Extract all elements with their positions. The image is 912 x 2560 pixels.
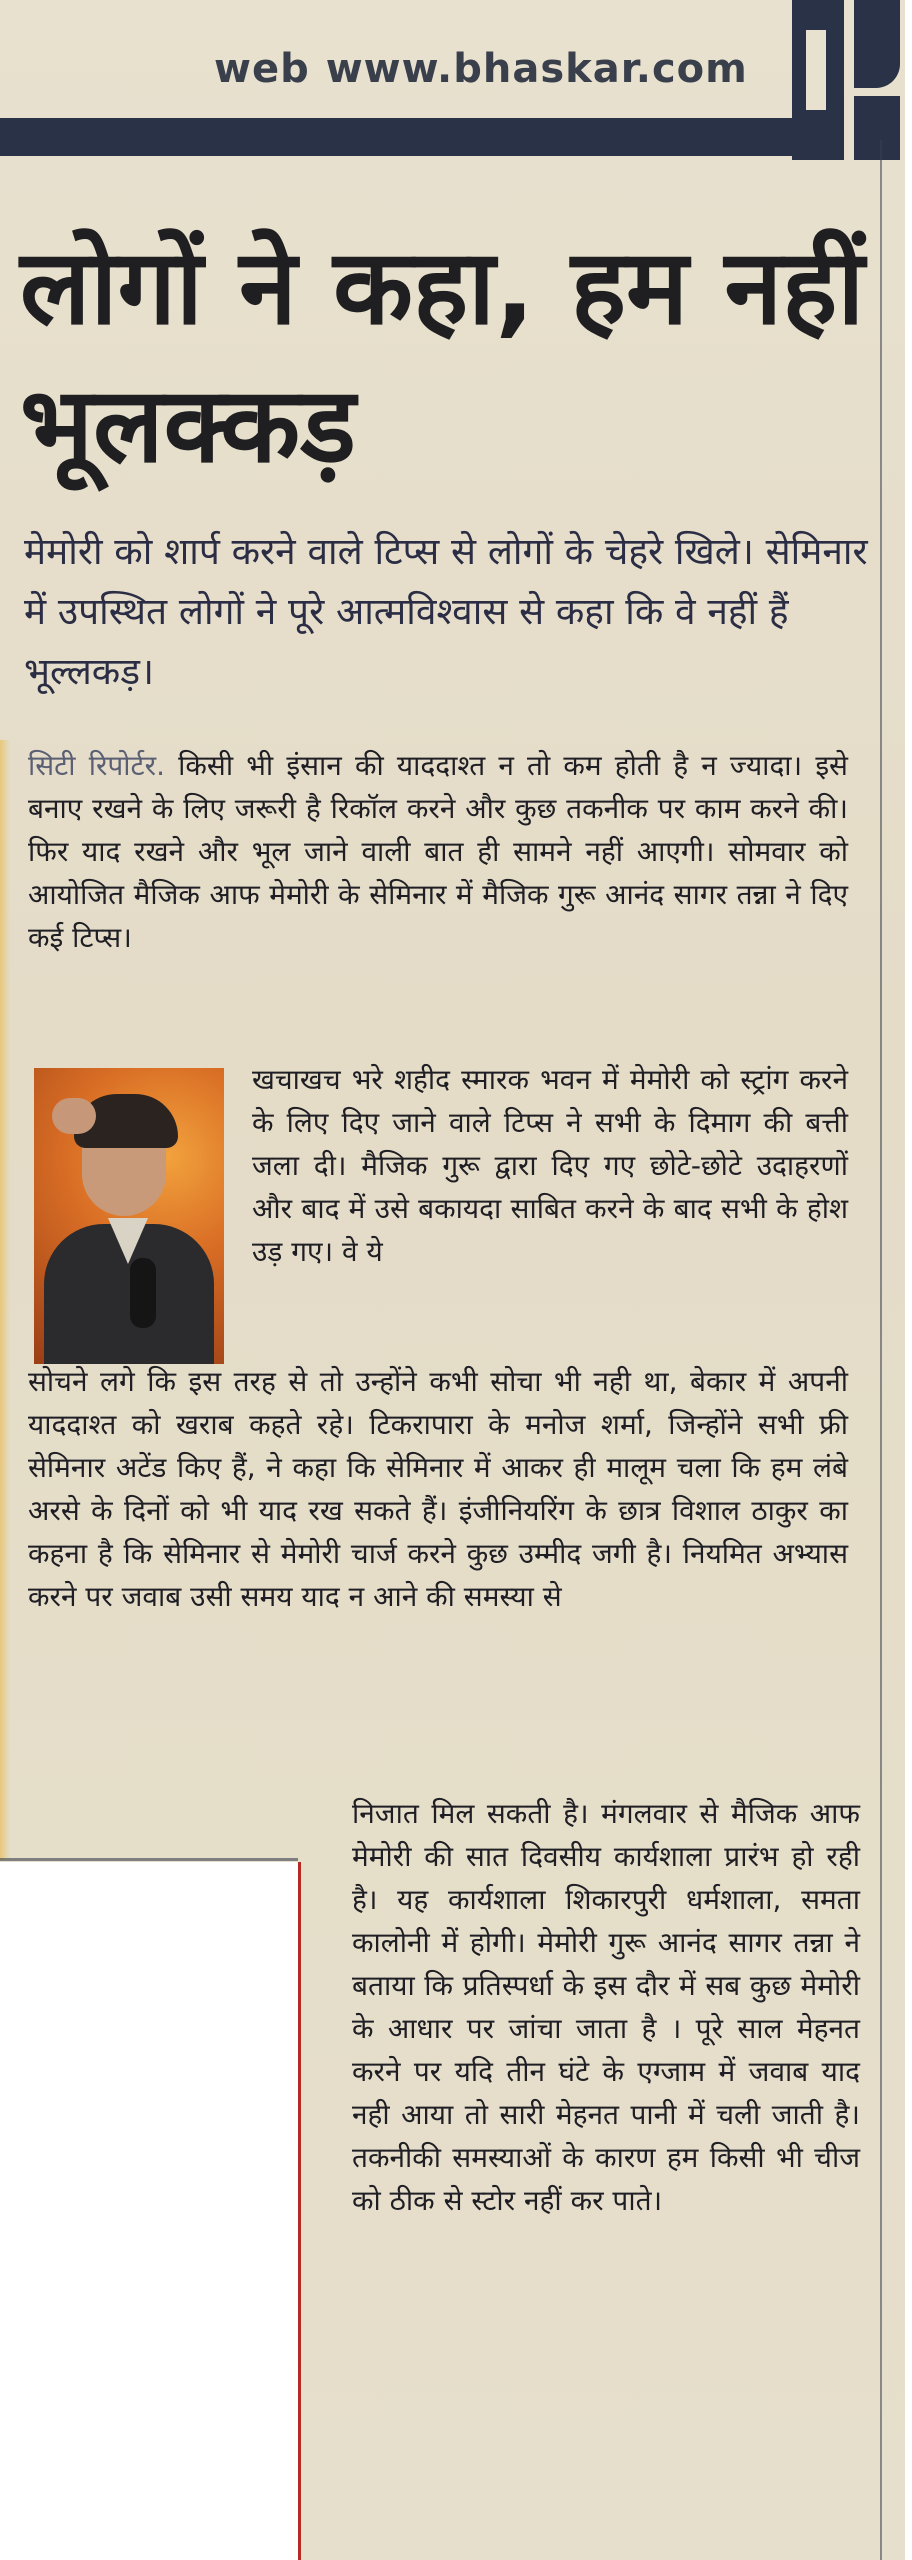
byline: सिटी रिपोर्टर. <box>28 749 166 782</box>
column-divider-horizontal <box>0 1858 298 1861</box>
masthead-bar <box>0 118 828 156</box>
subheadline: मेमोरी को शार्प करने वाले टिप्स से लोगों के चेहरे खिले। सेमिनार में उपस्थित लोगों ने पूरे आत्मविश्वास से कहा कि वे नहीं हैं भूल्लकड़। <box>24 530 868 693</box>
intro-paragraph: किसी भी इंसान की याददाश्त न तो कम होती है न ज्यादा। इसे बनाए रखने के लिए जरूरी है रिकॉल करने और कुछ तकनीक पर काम करने की। फिर याद रखने और भूल जाने वाली बात ही सामने नहीं आएगी। सोमवार को आयोजित मैजिक आफ मेमोरी के सेमिनार में मैजिक गुरू आनंद सागर तन्ना ने दिए कई टिप्स। <box>28 749 848 954</box>
cutout-empty-area <box>0 1862 298 2560</box>
article-intro <box>28 744 848 959</box>
paragraph-beside-photo: खचाखच भरे शहीद स्मारक भवन में मेमोरी को स्ट्रांग करने के लिए दिए जाने वाले टिप्स ने सभी के दिमाग की बत्ती जला दी। मैजिक गुरू द्वारा दिए गए छोटे-छोटे उदाहरणों और बाद में उसे बकायदा साबित करने के बाद सभी के होश उड़ गए। वे ये <box>252 1063 848 1268</box>
paragraph-below-photo: सोचने लगे कि इस तरह से तो उन्होंने कभी सोचा भी नही था, बेकार में अपनी याददाश्त को खराब कहते रहे। टिकरापारा के मनोज शर्मा, जिन्होंने सभी फ्री सेमिनार अटेंड किए हैं, ने कहा कि सेमिनार में आकर ही मालूम चला कि हम लंबे अरसे के दिनों को भी याद रख सकते हैं। इंजीनियरिंग के छात्र विशाल ठाकुर का कहना है कि सेमिनार से मेमोरी चार्ज करने कुछ उम्मीद जगी है। नियमित अभ्यास करने पर जवाब उसी समय याद न आने की समस्या से <box>28 1365 848 1613</box>
paragraph-right-column: निजात मिल सकती है। मंगलवार से मैजिक आफ मेमोरी की सात दिवसीय कार्यशाला प्रारंभ हो रही है। यह कार्यशाला शिकारपुरी धर्मशाला, समता कालोनी में होगी। मेमोरी गुरू आनंद सागर तन्ना ने बताया कि प्रतिस्पर्धा के इस दौर में सब कुछ मेमोरी के आधार पर जांचा जाता है । पूरे साल मेहनत करने पर यदि तीन घंटे के एग्जाम में जवाब याद नही आया तो सारी मेहनत पानी में चली जाती है। तकनीकी समस्याओं के कारण हम किसी भी चीज को ठीक से स्टोर नहीं कर पाते। <box>352 1797 860 2217</box>
site-url: www.bhaskar.com <box>325 46 748 92</box>
headline: लोगों ने कहा, हम नहीं भूलक्कड़ <box>20 226 865 486</box>
speaker-photo <box>34 1068 224 1364</box>
web-label: web <box>214 46 310 92</box>
newspaper-logo-icon <box>792 0 910 160</box>
column-divider-vertical <box>298 1862 301 2560</box>
paper-edge <box>0 740 10 1860</box>
right-border-rule <box>880 140 882 2560</box>
scan-margin <box>905 0 912 2560</box>
masthead-url <box>214 46 748 92</box>
